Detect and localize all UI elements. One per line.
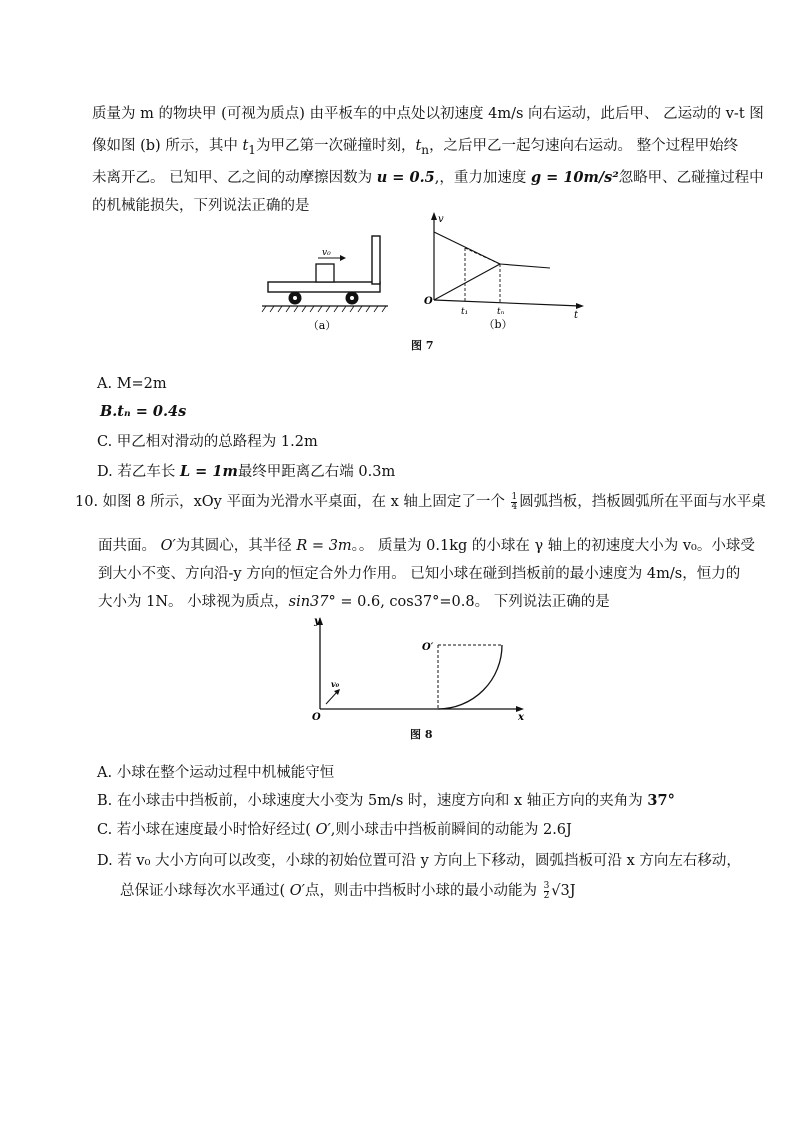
q9-option-a: A. M=2m	[97, 376, 167, 392]
origin-label-8: O	[312, 712, 321, 722]
q9-line-2c: ，之后甲乙一起匀速向右运动。 整个过程甲始终	[429, 138, 739, 154]
q10-option-d-line-1: D. 若 v₀ 大小方向可以改变，小球的初始位置可沿 y 方向上下移动，圆弧挡板可沿 x 方向左右移动，	[97, 853, 741, 869]
q9-option-d-part2: 最终甲距离乙右端 0.3m	[237, 464, 396, 480]
q9-line-2	[92, 136, 738, 160]
o-prime-symbol-c: O′	[315, 822, 331, 838]
three-halves-fraction	[544, 882, 550, 901]
t1-symbol: t	[242, 138, 249, 154]
o-prime-symbol-d: O′	[289, 883, 305, 899]
fraction-numerator: 1	[511, 491, 518, 502]
q9-option-c: C. 甲乙相对滑动的总路程为 1.2m	[97, 434, 318, 450]
v0-label-8: v₀	[331, 679, 340, 689]
q9-line-2a: 像如图 (b) 所示，其中	[92, 138, 243, 154]
q10-line-4a: 大小为 1N。 小球视为质点，	[98, 594, 289, 610]
q10-option-c	[97, 820, 572, 840]
mu-formula: u = 0.5	[376, 169, 435, 186]
tn-symbol: t	[415, 138, 422, 154]
q10-line-2	[98, 536, 755, 556]
quarter-fraction	[511, 493, 517, 512]
y-axis-label: y	[314, 616, 320, 627]
fig-7a-label: （a）	[307, 319, 337, 332]
q10-line-4	[98, 592, 610, 612]
figure-8-caption: 图 8	[410, 728, 433, 741]
t1-tick-label: t₁	[461, 307, 469, 317]
q9-line-2b: 为甲乙第一次碰撞时刻，	[255, 138, 416, 154]
q10-line-4b: = 0.6, cos37°=0.8。 下列说法正确的是	[335, 594, 610, 610]
fraction-denominator-d: 2	[543, 890, 550, 901]
q9-option-d	[97, 462, 395, 482]
q9-line-3	[92, 168, 764, 188]
center-symbol: O′	[160, 538, 176, 554]
center-o-prime-label: O′	[422, 642, 434, 653]
length-formula: L = 1m	[179, 463, 238, 480]
tn-subscript: n	[421, 142, 430, 157]
angle-value: 37°	[647, 792, 675, 809]
q9-line-1: 质量为 m 的物块甲 (可视为质点) 由平板车的中点处以初速度 4m/s 向右运动，此后甲、 乙运动的 v-t 图	[92, 106, 764, 122]
q10-option-b	[97, 791, 675, 811]
fig-7b-label: （b）	[483, 318, 513, 331]
q10-option-c-part1: C. 若小球在速度最小时恰好经过(	[97, 822, 316, 838]
origin-label-7b: O	[424, 296, 433, 307]
g-formula: g = 10m/s²	[530, 169, 619, 186]
q10-line-2a: 面共面。	[98, 538, 161, 554]
q10-line-2b: 为其圆心，其半径	[175, 538, 297, 554]
q9-line-3b: ,，重力加速度	[434, 170, 531, 186]
q10-option-d-line-2	[120, 881, 576, 901]
q10-line-1	[75, 492, 766, 512]
t-axis-label: t	[574, 310, 579, 321]
t1-subscript: 1	[248, 142, 256, 157]
q10-option-c-part2: ,则小球击中挡板前瞬间的动能为 2.6J	[330, 822, 572, 838]
q9-line-3a: 未离开乙。 已知甲、乙之间的动摩擦因数为	[92, 170, 377, 186]
v-axis-label: v	[438, 214, 444, 225]
q10-line-1b: 圆弧挡板，挡板圆弧所在平面与水平桌	[519, 494, 766, 510]
q9-line-4: 的机械能损失，下列说法正确的是	[92, 198, 310, 214]
q10-option-d-part2b: 点，则击中挡板时小球的最小动能为	[304, 883, 542, 899]
figure-8-diagram	[306, 612, 538, 722]
fraction-denominator: 4	[511, 501, 518, 512]
radius-formula: R = 3m	[296, 538, 352, 554]
q10-option-b-part1: B. 在小球击中挡板前，小球速度大小变为 5m/s 时，速度方向和 x 轴正方向的夹角为	[97, 793, 648, 809]
q10-option-a: A. 小球在整个运动过程中机械能守恒	[97, 765, 335, 781]
sqrt-energy-value: √3J	[551, 883, 576, 899]
fraction-numerator-d: 3	[543, 880, 550, 891]
figure-7a-cart	[260, 228, 390, 336]
tn-tick-label: tₙ	[497, 307, 505, 317]
q10-line-2c: 。。 质量为 0.1kg 的小球在 γ 轴上的初速度大小为 v₀。小球受	[351, 538, 755, 554]
q9-option-b: B.tₙ = 0.4s	[100, 403, 187, 420]
v0-label-7a: v₀	[322, 248, 331, 258]
figure-7-caption: 图 7	[411, 339, 434, 352]
q9-option-d-part1: D. 若乙车长	[97, 464, 180, 480]
q10-line-1a: 10. 如图 8 所示，xOy 平面为光滑水平桌面，在 x 轴上固定了一个	[75, 494, 510, 510]
q10-line-3: 到大小不变、方向沿-y 方向的恒定合外力作用。 已知小球在碰到挡板前的最小速度为 4m/s，恒力的	[98, 566, 741, 582]
figure-7b-vt-graph	[420, 208, 590, 336]
q9-line-3c: 忽略甲、乙碰撞过程中	[618, 170, 764, 186]
q10-option-d-part2a: 总保证小球每次水平通过(	[120, 883, 290, 899]
sin-formula: sin37°	[288, 594, 336, 610]
x-axis-label: x	[518, 712, 524, 722]
